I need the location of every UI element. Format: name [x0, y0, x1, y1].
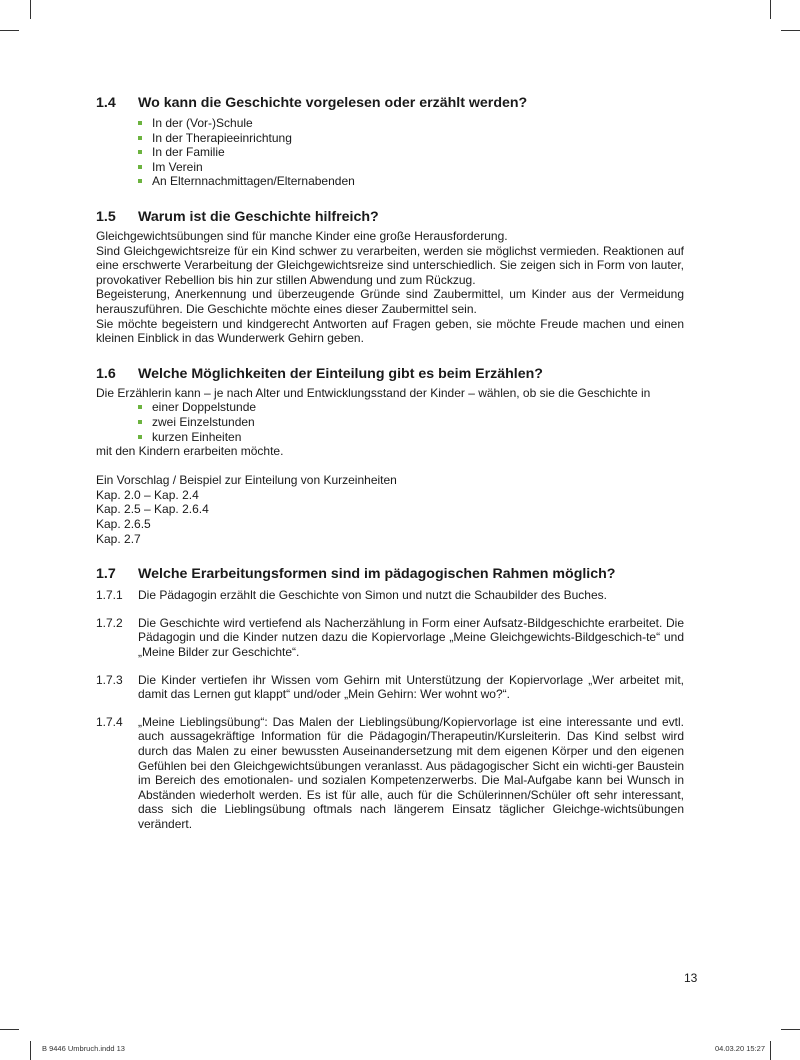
slug-filename: B 9446 Umbruch.indd 13	[42, 1044, 125, 1053]
section-body	[96, 229, 684, 346]
paragraph: Gleichgewichtsübungen sind für manche Kinder eine große Herausforderung.	[96, 228, 508, 243]
section-1-5	[96, 208, 684, 346]
section-title: Wo kann die Geschichte vorgelesen oder erzählt werden?	[138, 95, 528, 111]
subsection-text: Die Pädagogin erzählt die Geschichte von Simon und nutzt die Schaubilder des Buches.	[138, 588, 607, 603]
section-1-4	[96, 94, 684, 189]
section-heading	[96, 565, 684, 583]
section-1-7	[96, 565, 684, 831]
subsection-1-7-3	[96, 673, 684, 702]
paragraph: Sie möchte begeistern und kindgerecht Antworten auf Fragen geben, sie möchte Freude machen und einen kleinen Einblick in das Wunderwerk Gehirn geben.	[96, 316, 684, 346]
paragraph: mit den Kindern erarbeiten möchte.	[96, 444, 284, 459]
list-item: In der (Vor-)Schule	[138, 116, 684, 131]
crop-mark	[770, 1041, 771, 1060]
slug-timestamp: 04.03.20 15:27	[714, 1044, 765, 1053]
section-number: 1.6	[96, 365, 116, 382]
section-title: Welche Erarbeitungsformen sind im pädagogischen Rahmen möglich?	[138, 566, 616, 583]
proposal-line: Kap. 2.6.5	[96, 517, 151, 532]
proposal-line: Kap. 2.7	[96, 531, 141, 546]
subsection-1-7-4	[96, 715, 684, 832]
list-item: In der Therapieeinrichtung	[138, 131, 684, 146]
section-number: 1.4	[96, 95, 116, 111]
subsection-text: Die Geschichte wird vertiefend als Nacherzählung in Form einer Aufsatz-Bildgeschichte erarbeitet. Die Pädagogin und die Kinder nutzen dazu die Kopiervorlage „Meine Gleichgewichts-Bildgeschich-te“ und „Meine Bilder zur Geschichte“.	[138, 615, 684, 660]
section-title: Warum ist die Geschichte hilfreich?	[138, 208, 379, 225]
subsection-1-7-1	[96, 588, 684, 603]
paragraph: Sind Gleichgewichtsreize für ein Kind schwer zu verarbeiten, werden sie möglichst vermieden. Reaktionen auf eine erschwerte Verarbeitung der Gleichgewichtsreize sind unterschiedlich. Sie zeigen sich in Form von lauter, provokativer Rebellion bis hin zur stillen Abwendung und zum Rückzug.	[96, 243, 684, 287]
crop-mark	[30, 1041, 31, 1060]
list-item: kurzen Einheiten	[138, 430, 684, 445]
crop-mark	[781, 30, 800, 31]
section-heading	[96, 208, 684, 226]
proposal-title: Ein Vorschlag / Beispiel zur Einteilung von Kurzeinheiten	[96, 473, 397, 488]
section-title: Welche Möglichkeiten der Einteilung gibt es beim Erzählen?	[138, 365, 543, 382]
list-item: Im Verein	[138, 160, 684, 175]
crop-mark	[781, 1029, 800, 1030]
subsection-text: Die Kinder vertiefen ihr Wissen vom Gehirn mit Unterstützung der Kopiervorlage „Wer arbeitet mit, damit das Lernen gut klappt“ und/oder „Mein Gehirn: Wer wohnt wo?“.	[138, 672, 684, 702]
page-content	[96, 94, 684, 832]
subsection-number: 1.7.3	[96, 672, 123, 687]
section-1-6	[96, 365, 684, 547]
subsection-1-7-2	[96, 616, 684, 660]
crop-mark	[0, 1029, 19, 1030]
paragraph: Die Erzählerin kann – je nach Alter und Entwicklungsstand der Kinder – wählen, ob sie die Geschichte in	[96, 385, 651, 400]
bullet-list	[96, 116, 684, 189]
list-item: zwei Einzelstunden	[138, 415, 684, 430]
paragraph: Begeisterung, Anerkennung und überzeugende Gründe sind Zaubermittel, um Kinder aus der Vermeidung herauszuführen. Die Geschichte möchte eines dieser Zaubermittel sein.	[96, 287, 684, 316]
crop-mark	[770, 0, 771, 19]
subsection-text: „Meine Lieblingsübung“: Das Malen der Lieblingsübung/Kopiervorlage ist eine interessante und evtl. auch aussagekräftige Information für die Pädagogin/Therapeutin/Kursleiterin. Das Kind selbst wird durch das Malen zu einer bewussten Auseinandersetzung mit dem eigenen Körper und den eigenen Gefühlen bei den Gleichgewichtsübungen veranlasst. Aus pädagogischer Sicht ein wichti-ger Baustein im Bereich des emotionalen- und sozialen Kompetenzerwerbs. Die Mal-Aufgabe kann bei Wunsch in Abständen wiederholt werden. Es ist für alle, auch für die Schülerinnen/Schüler oft sehr interessant, dass sich die Lieblingsübung oftmals nach längerem Einsatz täglicher Gleichge-wichtsübungen verändert.	[138, 714, 684, 831]
bullet-list	[96, 400, 684, 444]
section-heading	[96, 365, 684, 383]
list-item: In der Familie	[138, 145, 684, 160]
section-heading	[96, 94, 684, 112]
subsection-number: 1.7.2	[96, 615, 123, 630]
section-number: 1.7	[96, 566, 116, 583]
subsection-number: 1.7.4	[96, 714, 123, 729]
list-item: einer Doppelstunde	[138, 400, 684, 415]
subsection-number: 1.7.1	[96, 588, 123, 603]
proposal-line: Kap. 2.0 – Kap. 2.4	[96, 487, 199, 502]
section-number: 1.5	[96, 208, 116, 225]
crop-mark	[0, 30, 19, 31]
page-number: 13	[684, 971, 698, 985]
proposal-line: Kap. 2.5 – Kap. 2.6.4	[96, 502, 209, 517]
crop-mark	[30, 0, 31, 19]
list-item: An Elternnachmittagen/Elternabenden	[138, 174, 684, 189]
